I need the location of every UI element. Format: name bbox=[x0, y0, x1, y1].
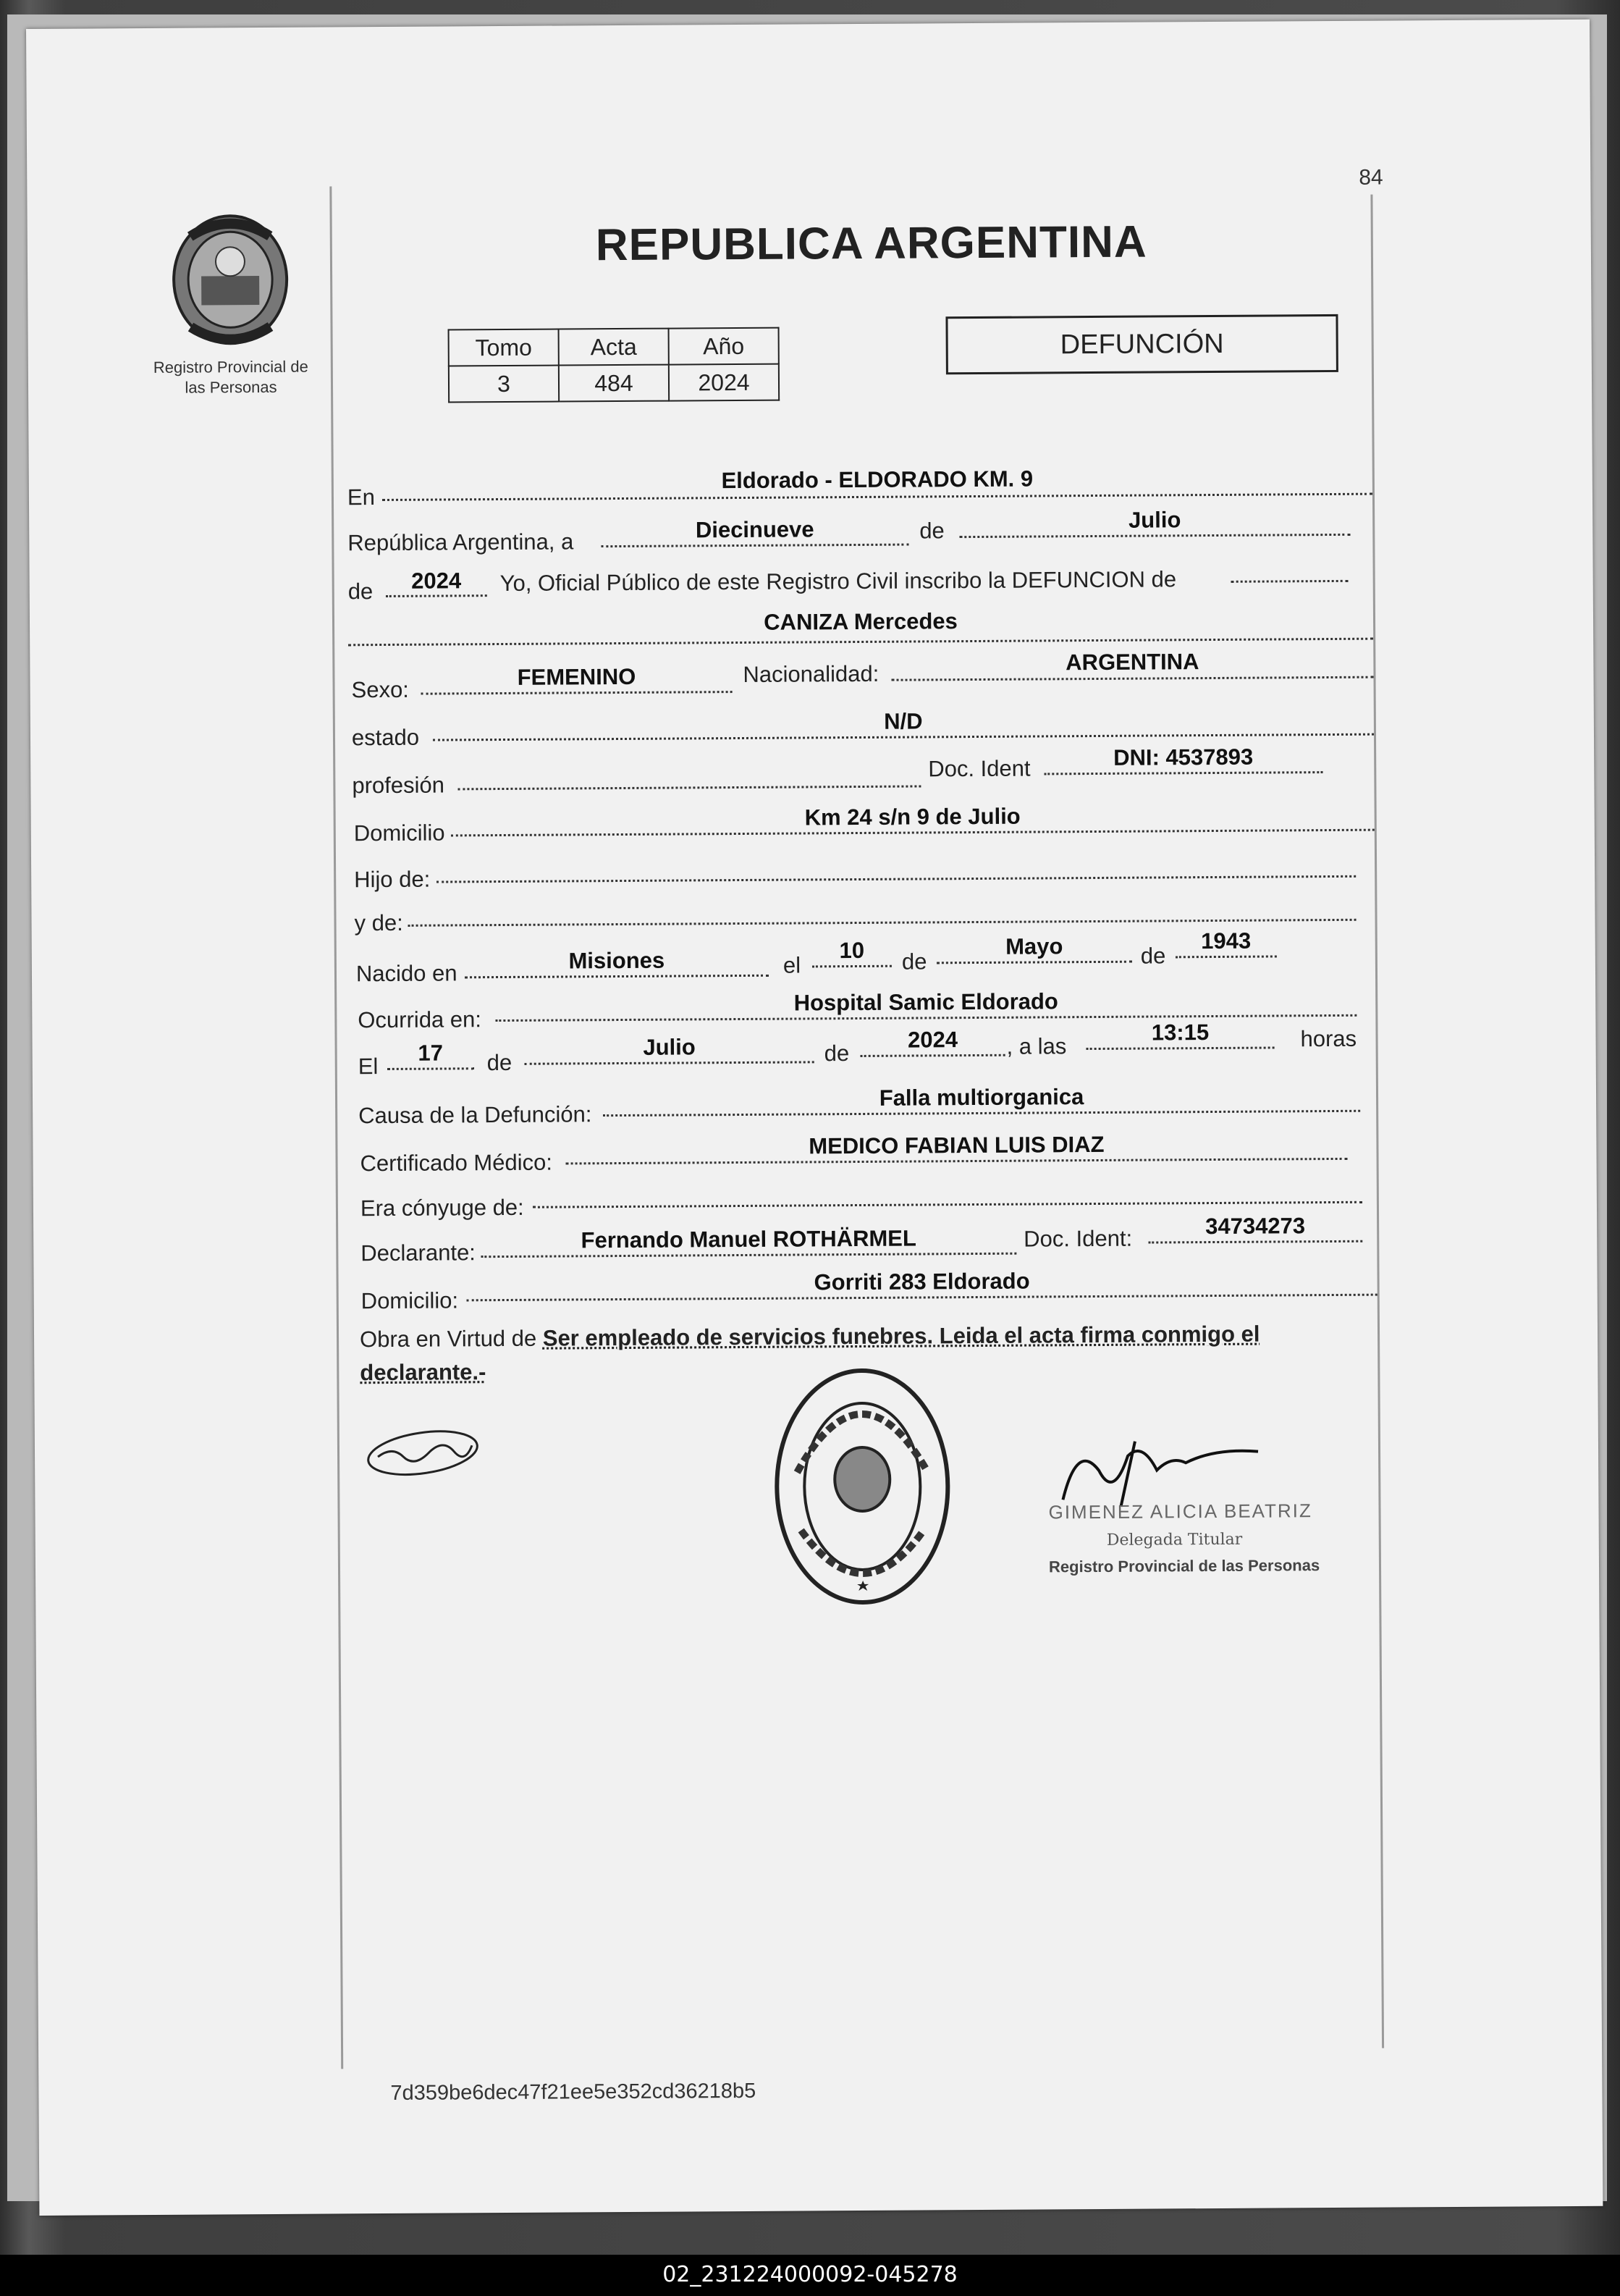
profesion-line bbox=[457, 785, 921, 790]
doc-line bbox=[1044, 771, 1322, 775]
official-role: Delegada Titular bbox=[1106, 1530, 1243, 1549]
hijo-value bbox=[436, 848, 1356, 854]
ocurrida-label: Ocurrida en: bbox=[358, 1006, 482, 1033]
def-mes-line bbox=[525, 1061, 814, 1064]
registry-table bbox=[448, 327, 780, 403]
hijo-line bbox=[436, 875, 1356, 883]
yo-line bbox=[1231, 580, 1349, 583]
ano-value: 2024 bbox=[669, 364, 779, 401]
decl-doc-label: Doc. Ident: bbox=[1024, 1225, 1133, 1252]
dia-line bbox=[601, 544, 908, 548]
doc-value: DNI: 4537893 bbox=[1113, 744, 1254, 770]
sexo-label: Sexo: bbox=[351, 676, 409, 703]
ocurrida-value: Hospital Samic Eldorado bbox=[793, 988, 1058, 1016]
nombre-line bbox=[348, 638, 1373, 647]
def-mes-value: Julio bbox=[643, 1034, 696, 1060]
right-margin-line bbox=[1370, 195, 1384, 2048]
causa-value: Falla multiorganica bbox=[879, 1084, 1084, 1111]
page-number: 84 bbox=[1359, 165, 1383, 190]
nac-anio-de-label: de bbox=[1140, 943, 1166, 969]
nacido-line bbox=[465, 975, 769, 979]
domicilio-label: Domicilio bbox=[353, 820, 445, 846]
domicilio-value: Km 24 s/n 9 de Julio bbox=[804, 803, 1021, 830]
nacionalidad-line bbox=[892, 676, 1374, 681]
yde-label: y de: bbox=[354, 909, 403, 936]
conyuge-line bbox=[533, 1201, 1362, 1208]
document-title: REPUBLICA ARGENTINA bbox=[595, 216, 1147, 271]
decl-dom-value: Gorriti 283 Eldorado bbox=[814, 1268, 1030, 1295]
anio-de-label: de bbox=[347, 579, 374, 605]
nacido-el-label: el bbox=[782, 952, 801, 978]
def-anio-line bbox=[861, 1054, 1005, 1057]
document-hash: 7d359be6dec47f21ee5e352cd36218b5 bbox=[390, 2079, 756, 2105]
conyuge-value bbox=[533, 1174, 1362, 1179]
tomo-value: 3 bbox=[449, 366, 559, 403]
mes-value: Julio bbox=[1128, 507, 1181, 533]
certificado-value: MEDICO FABIAN LUIS DIAZ bbox=[809, 1131, 1105, 1159]
acta-header: Acta bbox=[559, 329, 669, 366]
dia-value: Diecinueve bbox=[695, 516, 814, 543]
hora-value: 13:15 bbox=[1151, 1019, 1210, 1046]
decl-doc-line bbox=[1148, 1240, 1362, 1244]
nac-mes-line bbox=[937, 961, 1132, 964]
record-type-box: DEFUNCIÓN bbox=[945, 314, 1338, 374]
nac-anio-line bbox=[1176, 955, 1277, 958]
nacionalidad-label: Nacionalidad: bbox=[743, 660, 879, 687]
nac-mes-value: Mayo bbox=[1005, 933, 1063, 959]
hijo-label: Hijo de: bbox=[354, 866, 431, 893]
obra-label: Obra en Virtud de bbox=[359, 1325, 537, 1353]
yde-line bbox=[408, 919, 1357, 927]
sexo-line bbox=[421, 691, 733, 695]
acta-value: 484 bbox=[559, 365, 669, 402]
obra-text: Ser empleado de servicios funebres. Leida el acta firma conmigo el declarante.- bbox=[360, 1321, 1260, 1386]
nombre-value: CANIZA Mercedes bbox=[764, 608, 958, 635]
registry-stamp-icon bbox=[771, 1363, 953, 1614]
def-anio-de-label: de bbox=[824, 1040, 850, 1067]
mes-line bbox=[959, 534, 1350, 538]
logo-caption-line1: Registro Provincial de bbox=[153, 357, 308, 377]
nac-dia-value: 10 bbox=[839, 937, 865, 964]
conyuge-label: Era cónyuge de: bbox=[360, 1194, 524, 1221]
nacido-label: Nacido en bbox=[355, 960, 457, 987]
logo-caption bbox=[130, 356, 332, 398]
alas-label: , a las bbox=[1006, 1033, 1067, 1059]
en-label: En bbox=[347, 484, 375, 510]
ano-header: Año bbox=[669, 328, 779, 365]
mes-de-label: de bbox=[919, 518, 945, 544]
declarante-label: Declarante: bbox=[360, 1240, 476, 1266]
nac-anio-value: 1943 bbox=[1201, 928, 1252, 954]
declarante-value: Fernando Manuel ROTHÄRMEL bbox=[581, 1225, 916, 1253]
anio-value: 2024 bbox=[411, 568, 462, 594]
sexo-value: FEMENINO bbox=[517, 663, 636, 690]
hora-line bbox=[1087, 1046, 1275, 1050]
official-name: GIMENEZ ALICIA BEATRIZ bbox=[1048, 1500, 1312, 1523]
estado-label: estado bbox=[351, 724, 420, 751]
republica-label: República Argentina, a bbox=[347, 529, 574, 556]
estado-value: N/D bbox=[884, 708, 923, 734]
horas-label: horas bbox=[1300, 1025, 1357, 1052]
declarante-signature bbox=[363, 1424, 487, 1486]
nac-mes-de-label: de bbox=[901, 949, 927, 975]
def-mes-de-label: de bbox=[486, 1049, 512, 1076]
tomo-header: Tomo bbox=[449, 329, 559, 366]
nac-dia-line bbox=[812, 965, 892, 968]
profesion-label: profesión bbox=[352, 772, 445, 799]
left-margin-line bbox=[329, 186, 343, 2069]
logo-caption-line2: las Personas bbox=[185, 377, 277, 397]
nacido-value: Misiones bbox=[568, 947, 665, 974]
def-dia-value: 17 bbox=[418, 1040, 443, 1066]
causa-label: Causa de la Defunción: bbox=[358, 1101, 592, 1129]
def-dia-line bbox=[387, 1067, 474, 1070]
anio-line bbox=[386, 594, 487, 597]
en-value: Eldorado - ELDORADO KM. 9 bbox=[721, 466, 1034, 494]
decl-doc-value: 34734273 bbox=[1205, 1213, 1306, 1240]
misiones-coat-of-arms-icon bbox=[161, 207, 300, 356]
certificado-label: Certificado Médico: bbox=[360, 1149, 553, 1177]
death-certificate-page bbox=[26, 20, 1603, 2216]
yo-text: Yo, Oficial Público de este Registro Civil inscribo la DEFUNCION de bbox=[499, 566, 1177, 597]
yde-value bbox=[408, 891, 1356, 897]
official-office: Registro Provincial de las Personas bbox=[1048, 1556, 1320, 1576]
profesion-value bbox=[457, 757, 921, 760]
def-el-label: El bbox=[358, 1054, 379, 1080]
def-anio-value: 2024 bbox=[907, 1027, 958, 1053]
nacionalidad-value: ARGENTINA bbox=[1066, 649, 1199, 676]
doc-label: Doc. Ident bbox=[928, 755, 1031, 782]
file-id-label: 02_231224000092-045278 bbox=[662, 2262, 958, 2287]
decl-dom-label: Domicilio: bbox=[360, 1287, 459, 1314]
